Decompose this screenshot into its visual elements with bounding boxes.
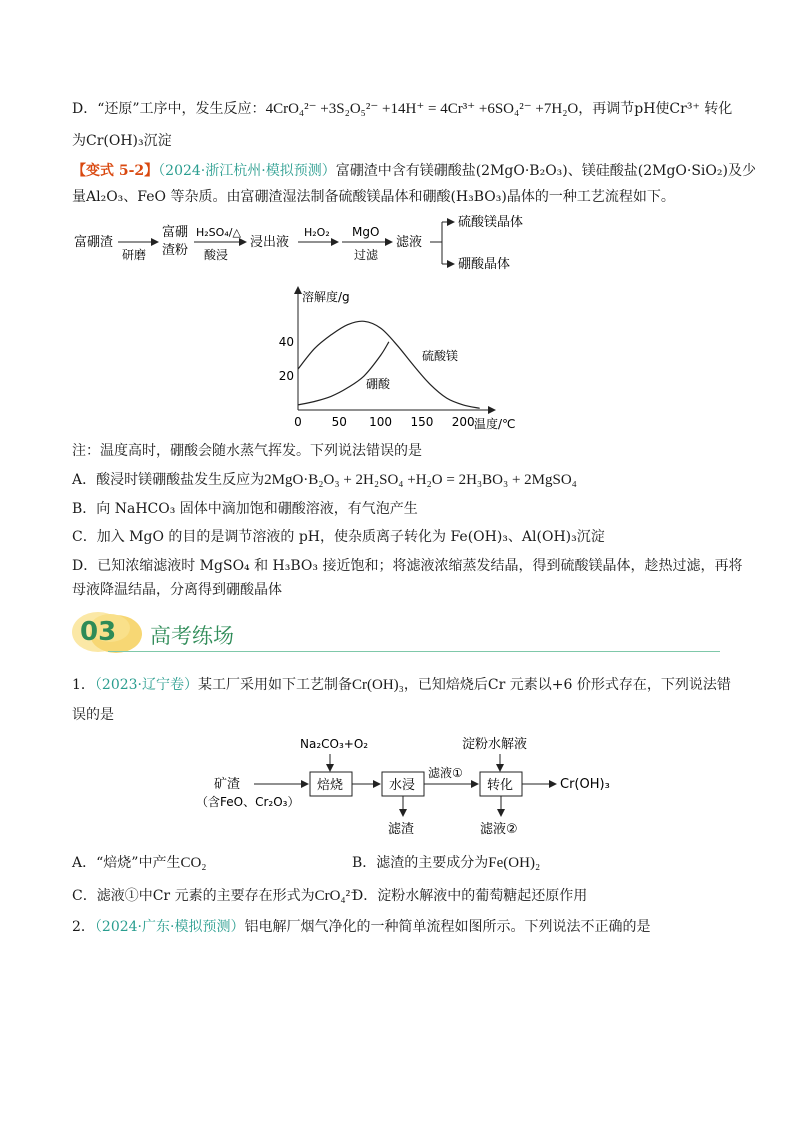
option-letter: A． xyxy=(72,855,97,871)
flow-node-powder-b: 渣粉 xyxy=(162,243,189,258)
option-text: “焙烧”中产生 xyxy=(96,855,181,871)
option-text: 已知浓缩滤液时 MgSO₄ 和 H₃BO₃ 接近饱和；将滤液浓缩蒸发结晶，得到硫酸镁晶体，趁热过滤，再将 xyxy=(97,558,743,574)
flow-arrow-2-label: 酸浸 xyxy=(204,248,229,262)
variant-line2: 量Al₂O₃、FeO 等杂质。由富硼渣湿法制备硫酸镁晶体和硼酸(H₃BO₃)晶体的一种工艺流程如下。 xyxy=(72,189,675,205)
flow-node-raw: 富硼渣 xyxy=(74,235,114,250)
question-2-line xyxy=(72,917,650,937)
option-c xyxy=(72,527,605,547)
question-source: （2024·广东·模拟预测） xyxy=(94,919,245,935)
flow-diagram-chromium xyxy=(190,730,660,845)
q1-option-d xyxy=(352,886,587,906)
option-d-line1 xyxy=(72,99,732,119)
question-1-line1 xyxy=(72,675,731,695)
option-text: 加入 MgO 的目的是调节溶液的 pH，使杂质离子转化为 Fe(OH)₃、Al(OH)₃沉淀 xyxy=(96,529,605,545)
option-d-line2: 母液降温结晶，分离得到硼酸晶体 xyxy=(72,582,282,598)
question-1-line2: 误的是 xyxy=(72,707,114,723)
reduction-equation: 4CrO₄²⁻ +3S₂O₅²⁻ +14H⁺ = 4Cr³⁺ +6SO₄²⁻ +7H₂O xyxy=(265,101,579,117)
option-text-tail: ，再调节pH使Cr³⁺ 转化 xyxy=(578,101,733,117)
process-box-convert-label: 转化 xyxy=(487,778,514,793)
option-text: “还原”工序中，发生反应： xyxy=(97,101,266,117)
series-label-mgso4: 硫酸镁 xyxy=(422,349,459,363)
option-letter: C． xyxy=(72,529,97,545)
option-letter: B． xyxy=(352,855,377,871)
note-line: 注：温度高时，硼酸会随水蒸气挥发。下列说法错误的是 xyxy=(72,443,422,459)
option-d-line2: 为Cr(OH)₃沉淀 xyxy=(72,133,172,149)
flow-arrow-2-reagent: H₂SO₄/△ xyxy=(196,226,241,239)
solubility-chart xyxy=(270,284,530,434)
flow-diagram-boron xyxy=(70,212,630,282)
flow-arrow-3-reagent: H₂O₂ xyxy=(304,226,330,239)
variant-text: 富硼渣中含有镁硼酸盐(2MgO·B₂O₃)、镁硅酸盐(2MgO·SiO₂)及少 xyxy=(335,163,756,179)
question-text: 某工厂采用如下工艺制备 xyxy=(198,677,353,693)
option-formula: Fe(OH)₂ xyxy=(488,855,541,871)
flow-arrow-1-label: 研磨 xyxy=(122,248,147,262)
flow-output-mgso4: 硫酸镁晶体 xyxy=(458,215,524,230)
question-text: 铝电解厂烟气净化的一种简单流程如图所示。下列说法不正确的是 xyxy=(244,919,651,935)
flow-input-label: 矿渣 xyxy=(214,777,241,792)
y-tick-label: 40 xyxy=(278,334,294,349)
flow-reagent-2: 淀粉水解液 xyxy=(462,737,528,752)
process-box-leach-label: 水浸 xyxy=(389,778,416,793)
q1-option-c xyxy=(72,886,358,906)
y-tick-label: 20 xyxy=(278,368,294,383)
flow-residue: 滤渣 xyxy=(388,822,415,837)
option-d xyxy=(72,556,742,576)
option-letter: D． xyxy=(72,101,98,117)
flow-arrow-4-reagent: MgO xyxy=(352,225,380,239)
section-badge xyxy=(70,610,150,656)
option-text: 向 NaHCO₃ 固体中滴加饱和硼酸溶液，有气泡产生 xyxy=(96,501,418,517)
question-text-tail: ，已知焙烧后Cr 元素以+6 价形式存在，下列说法错 xyxy=(403,677,731,693)
x-tick-label: 150 xyxy=(410,415,434,429)
section-number: 03 xyxy=(80,617,117,647)
option-text: 滤液①中Cr 元素的主要存在形式为 xyxy=(96,888,315,904)
reaction-equation: 2MgO·B₂O₃ + 2H₂SO₄ +H₂O = 2H₃BO₃ + 2MgSO₄ xyxy=(264,472,577,488)
x-axis-label: 温度/℃ xyxy=(474,417,516,431)
option-letter: A． xyxy=(72,472,97,488)
question-source: （2023·辽宁卷） xyxy=(94,677,199,693)
flow-node-leachate: 浸出液 xyxy=(250,235,290,250)
variant-line1 xyxy=(72,161,756,181)
option-b xyxy=(72,499,418,519)
flow-input-composition: （含FeO、Cr₂O₃） xyxy=(196,795,300,809)
flow-output-boric-acid: 硼酸晶体 xyxy=(458,257,511,272)
section-title: 高考练场 xyxy=(150,624,234,648)
option-formula: CrO₄²⁻ xyxy=(314,888,359,904)
flow-output-product: Cr(OH)₃ xyxy=(560,777,610,792)
question-number: 1． xyxy=(72,677,95,693)
option-letter: D． xyxy=(352,888,378,904)
option-formula: CO₂ xyxy=(180,855,207,871)
question-formula: Cr(OH)₃ xyxy=(352,677,404,693)
option-letter: B． xyxy=(72,501,97,517)
process-box-roast-label: 焙烧 xyxy=(317,778,344,793)
flow-node-filtrate: 滤液 xyxy=(396,235,423,250)
option-text: 酸浸时镁硼酸盐发生反应为 xyxy=(96,472,265,488)
section-divider xyxy=(108,651,720,652)
q1-option-a xyxy=(72,853,207,873)
x-tick-label: 100 xyxy=(369,415,393,429)
flow-reagent-1: Na₂CO₃+O₂ xyxy=(300,737,369,751)
variant-tag: 【变式 5-2】 xyxy=(72,163,159,179)
variant-source: （2024·浙江杭州·模拟预测） xyxy=(158,163,336,179)
flow-filtrate-1: 滤液① xyxy=(428,766,463,780)
flow-arrow-4-label: 过滤 xyxy=(354,248,379,262)
x-tick-label: 50 xyxy=(331,415,347,429)
question-number: 2． xyxy=(72,919,95,935)
option-text: 滤渣的主要成分为 xyxy=(376,855,489,871)
option-letter: D． xyxy=(72,558,98,574)
x-tick-label: 0 xyxy=(294,415,302,429)
option-a xyxy=(72,470,577,490)
option-letter: C． xyxy=(72,888,97,904)
q1-option-b xyxy=(352,853,540,873)
x-tick-label: 200 xyxy=(451,415,475,429)
option-text: 淀粉水解液中的葡萄糖起还原作用 xyxy=(377,888,588,904)
flow-filtrate-2: 滤液② xyxy=(480,822,518,837)
series-line-mgso4 xyxy=(298,321,480,408)
y-axis-label: 溶解度/g xyxy=(302,290,350,304)
series-label-boric-acid: 硼酸 xyxy=(366,377,391,391)
flow-node-powder-a: 富硼 xyxy=(162,225,189,240)
